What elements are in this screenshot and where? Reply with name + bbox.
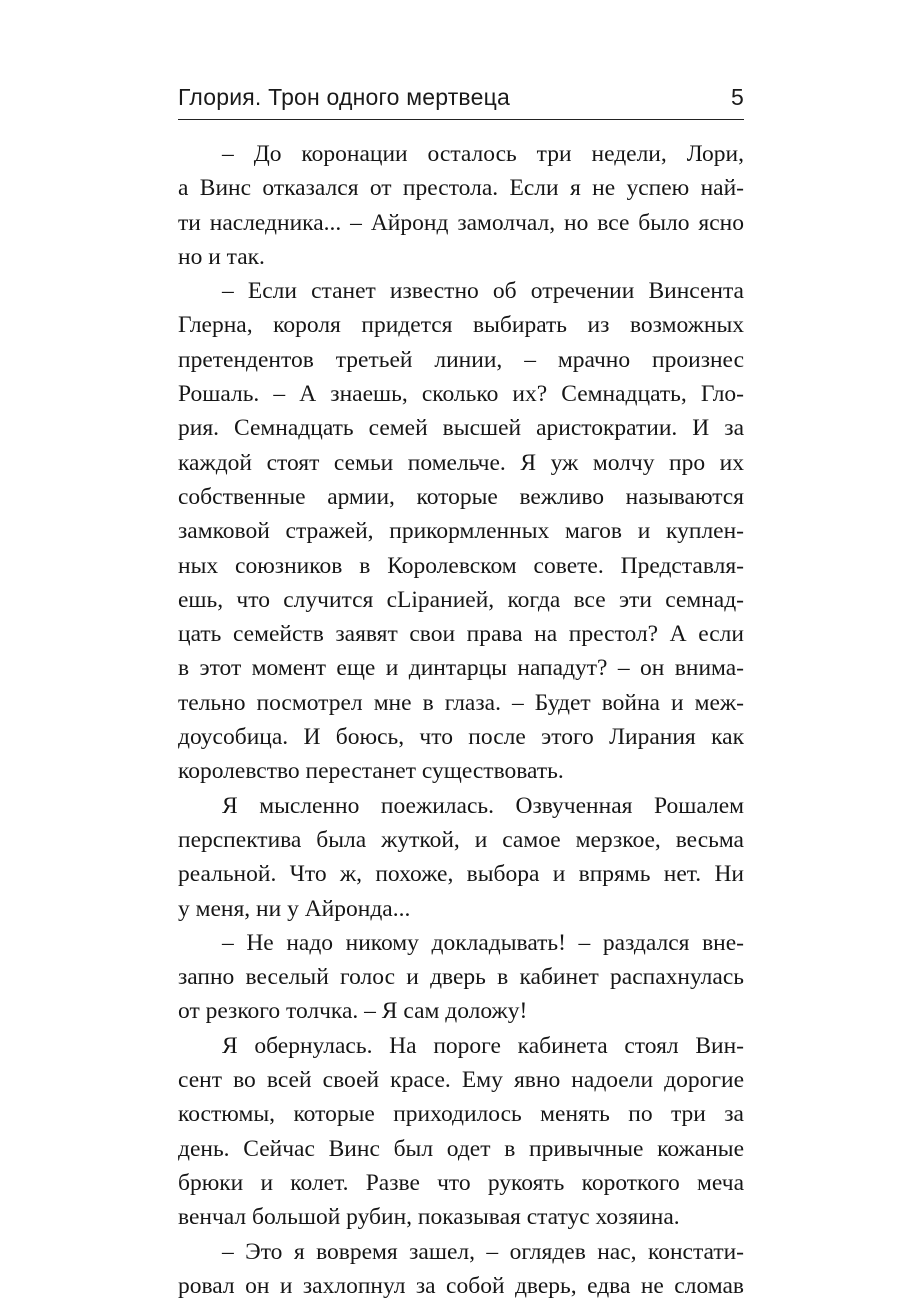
body-text <box>178 137 744 1303</box>
text-line: а Винс отказался от престола. Если я не успею най- <box>178 175 744 202</box>
text-line: реальной. Что ж, похоже, выбора и впрямь нет. Ни <box>178 861 744 888</box>
text-line: от резкого толчка. – Я сам доложу! <box>178 998 528 1025</box>
text-line: Я обернулась. На пороге кабинета стоял Вин- <box>222 1032 744 1059</box>
text-line: венчал большой рубин, показывая статус хозяина. <box>178 1204 680 1231</box>
text-line: запно веселый голос и дверь в кабинет распахнулась <box>178 964 744 991</box>
text-line: – До коронации осталось три недели, Лори, <box>222 141 744 167</box>
text-line: день. Сейчас Винс был одет в привычные кожаные <box>178 1135 744 1162</box>
text-line: доусобица. И боюсь, что после этого Лирания как <box>178 724 744 751</box>
text-line: – Если станет известно об отречении Винсента <box>222 278 744 305</box>
text-line: замковой стражей, прикормленных магов и куплен- <box>178 518 744 545</box>
text-line: собственные армии, которые вежливо называются <box>178 483 744 510</box>
header-rule <box>178 119 744 120</box>
running-title: Глория. Трон одного мертвеца <box>178 84 510 110</box>
text-line: Рошаль. – А знаешь, сколько их? Семнадцать, Гло- <box>178 381 744 408</box>
text-line: рия. Семнадцать семей высшей аристократии. И за <box>178 415 744 442</box>
text-line: ных союзников в Королевском совете. Представля- <box>178 552 744 579</box>
text-line: перспектива была жуткой, и самое мерзкое, весьма <box>178 826 744 853</box>
text-line: ешь, что случится сLiранией, когда все эти семнад- <box>178 586 744 613</box>
page-number: 5 <box>731 84 744 110</box>
text-line: у меня, ни у Айронда... <box>178 895 411 922</box>
text-line: Я мысленно поежилась. Озвученная Рошалем <box>222 792 744 819</box>
text-line: ровал он и захлопнул за собой дверь, едва не сломав <box>178 1272 744 1299</box>
text-line: но и так. <box>178 243 265 270</box>
text-line: каждой стоят семьи помельче. Я уж молчу про их <box>178 449 744 476</box>
text-line: тельно посмотрел мне в глаза. – Будет война и меж- <box>178 689 744 716</box>
text-line: Глерна, короля придется выбирать из возможных <box>178 312 744 339</box>
text-line: сент во всей своей красе. Ему явно надоели дорогие <box>178 1067 744 1094</box>
text-line: королевство перестанет существовать. <box>178 758 564 785</box>
text-line: претендентов третьей линии, – мрачно произнес <box>178 346 744 373</box>
text-line: – Не надо никому докладывать! – раздался вне- <box>222 929 744 956</box>
text-line: брюки и колет. Разве что рукоять короткого меча <box>178 1169 744 1196</box>
running-header <box>178 84 744 118</box>
text-line: ти наследника... – Айронд замолчал, но все было ясно <box>178 209 744 236</box>
text-line: костюмы, которые приходилось менять по три за <box>178 1101 744 1128</box>
text-line: в этот момент еще и динтарцы нападут? – он внима- <box>178 655 744 682</box>
text-line: – Это я вовремя зашел, – оглядев нас, констати- <box>222 1238 744 1265</box>
text-line: цать семейств заявят свои права на престол? А если <box>178 621 744 648</box>
